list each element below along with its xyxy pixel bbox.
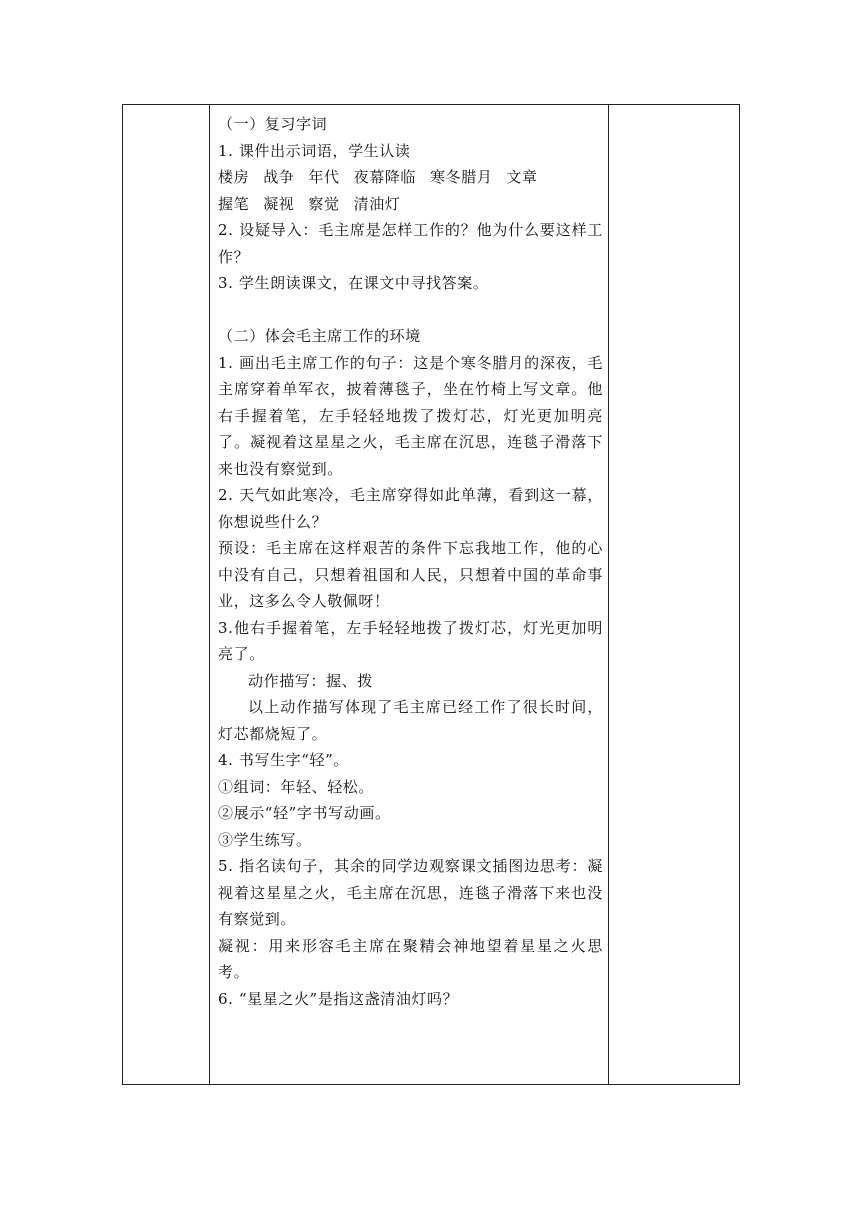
section2-paragraph-1: 1. 画出毛主席工作的句子：这是个寒冬腊月的深夜，毛主席穿着单军衣，披着薄毯子，坐在竹椅上写文章。他右手握着笔，左手轻轻地拨了拨灯芯，灯光更加明亮了。凝视着这星星之火，毛主席在沉思，连毯子滑落下来也没有察觉到。 bbox=[218, 353, 603, 478]
vocab-word: 战争 bbox=[263, 168, 295, 186]
table-row bbox=[123, 105, 740, 1085]
vocab-word: 清油灯 bbox=[353, 194, 401, 213]
left-column-cell bbox=[123, 105, 210, 1085]
vocab-word: 夜幕降临 bbox=[353, 168, 417, 186]
vocab-word: 文章 bbox=[506, 168, 538, 186]
vocab-word: 寒冬腊月 bbox=[430, 168, 493, 186]
right-column-cell bbox=[609, 105, 740, 1085]
section1-heading: （一）复习字词 bbox=[218, 115, 328, 133]
section2-paragraph-9: ②展示“轻”字书写动画。 bbox=[218, 804, 391, 822]
teaching-process-cell bbox=[210, 105, 609, 1085]
vocab-word: 握笔 bbox=[218, 194, 250, 213]
section1-step1: 1. 课件出示词语，学生认读 bbox=[218, 141, 411, 160]
section2-paragraph-6: 以上动作描写体现了毛主席已经工作了很长时间，灯芯都烧短了。 bbox=[218, 698, 603, 743]
vocab-word: 察觉 bbox=[308, 194, 340, 213]
section2-heading: （二）体会毛主席工作的环境 bbox=[218, 327, 421, 345]
teaching-content bbox=[210, 105, 608, 1012]
section2-paragraph-8: ①组词：年轻、轻松。 bbox=[218, 777, 375, 796]
section2-paragraph-4: 3.他右手握着笔，左手轻轻地拨了拨灯芯，灯光更加明亮了。 bbox=[218, 618, 603, 663]
section2-paragraph-13: 6. “星星之火”是指这盏清油灯吗？ bbox=[218, 989, 459, 1008]
section2-paragraph-3: 预设：毛主席在这样艰苦的条件下忘我地工作，他的心中没有自己，只想着祖国和人民，只想着中国的革命事业，这多么令人敬佩呀！ bbox=[218, 539, 603, 610]
vocab-row-2 bbox=[218, 191, 603, 218]
lesson-plan-table bbox=[122, 104, 740, 1085]
section2-paragraph-11: 5. 指名读句子，其余的同学边观察课文插图边思考：凝视着这星星之火，毛主席在沉思，连毯子滑落下来也没有察觉到。 bbox=[218, 857, 603, 928]
section2-paragraph-7: 4. 书写生字“轻”。 bbox=[218, 751, 350, 769]
section2-paragraph-2: 2. 天气如此寒冷，毛主席穿得如此单薄，看到这一幕，你想说些什么？ bbox=[218, 486, 603, 531]
section2-paragraph-10: ③学生练写。 bbox=[218, 830, 312, 849]
section1-step2: 2. 设疑导入：毛主席是怎样工作的？他为什么要这样工作？ bbox=[218, 221, 603, 266]
vocab-word: 凝视 bbox=[263, 194, 295, 213]
vocab-word: 楼房 bbox=[218, 168, 250, 186]
vocab-word: 年代 bbox=[308, 168, 340, 186]
section2-paragraph-12: 凝视：用来形容毛主席在聚精会神地望着星星之火思考。 bbox=[218, 936, 603, 981]
section2-paragraph-5: 动作描写：握、拨 bbox=[248, 671, 373, 690]
vocab-row-1 bbox=[218, 164, 603, 191]
section1-step3: 3. 学生朗读课文，在课文中寻找答案。 bbox=[218, 274, 489, 292]
blank-line bbox=[218, 297, 603, 324]
